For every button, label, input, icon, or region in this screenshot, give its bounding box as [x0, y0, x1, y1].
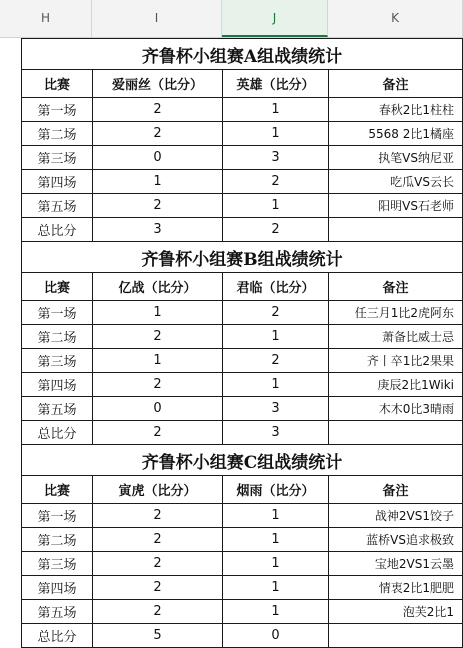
match-cell[interactable]: 总比分 — [22, 624, 93, 648]
score-cell[interactable]: 1 — [223, 552, 329, 576]
group-title-row — [22, 242, 463, 273]
score-cell[interactable]: 2 — [223, 349, 329, 373]
note-cell[interactable] — [329, 218, 463, 242]
note-cell[interactable]: 阳明VS石老师 — [329, 194, 463, 218]
table-row — [22, 528, 463, 552]
table-row — [22, 301, 463, 325]
table-row — [22, 349, 463, 373]
match-cell[interactable]: 第五场 — [22, 194, 93, 218]
score-cell[interactable]: 0 — [223, 624, 329, 648]
note-cell[interactable]: 宝地2VS1云墨 — [329, 552, 463, 576]
score-cell[interactable]: 0 — [93, 146, 223, 170]
match-cell[interactable]: 第四场 — [22, 170, 93, 194]
score-cell[interactable]: 3 — [223, 397, 329, 421]
note-cell[interactable] — [329, 421, 463, 445]
table-row — [22, 146, 463, 170]
results-table — [21, 38, 463, 648]
score-cell[interactable]: 2 — [223, 301, 329, 325]
column-header-h[interactable]: H — [0, 0, 92, 37]
note-cell[interactable]: 吃瓜VS云长 — [329, 170, 463, 194]
note-cell[interactable]: 泡芙2比1 — [329, 600, 463, 624]
column-header-k[interactable]: K — [328, 0, 463, 37]
note-cell[interactable]: 木木0比3晴雨 — [329, 397, 463, 421]
header-cell[interactable]: 烟雨（比分） — [223, 476, 329, 504]
header-cell[interactable]: 比赛 — [22, 476, 93, 504]
match-cell[interactable]: 第三场 — [22, 349, 93, 373]
note-cell[interactable]: 执笔VS纳尼亚 — [329, 146, 463, 170]
match-cell[interactable]: 第四场 — [22, 576, 93, 600]
score-cell[interactable]: 2 — [93, 552, 223, 576]
score-cell[interactable]: 2 — [223, 218, 329, 242]
score-cell[interactable]: 3 — [223, 421, 329, 445]
header-cell[interactable]: 亿战（比分） — [93, 273, 223, 301]
score-cell[interactable]: 1 — [223, 373, 329, 397]
match-cell[interactable]: 第五场 — [22, 600, 93, 624]
table-row — [22, 421, 463, 445]
score-cell[interactable]: 1 — [93, 301, 223, 325]
score-cell[interactable]: 2 — [93, 373, 223, 397]
note-cell[interactable]: 齐丨卒1比2果果 — [329, 349, 463, 373]
score-cell[interactable]: 1 — [223, 528, 329, 552]
header-cell[interactable]: 英雄（比分） — [223, 70, 329, 98]
table-row — [22, 600, 463, 624]
score-cell[interactable]: 1 — [93, 170, 223, 194]
match-cell[interactable]: 第一场 — [22, 504, 93, 528]
note-cell[interactable]: 蓝桥VS追求极致 — [329, 528, 463, 552]
score-cell[interactable]: 2 — [93, 576, 223, 600]
match-cell[interactable]: 第一场 — [22, 98, 93, 122]
header-cell[interactable]: 备注 — [329, 476, 463, 504]
score-cell[interactable]: 1 — [223, 600, 329, 624]
header-cell[interactable]: 比赛 — [22, 273, 93, 301]
header-row — [22, 273, 463, 301]
column-header-i[interactable]: I — [92, 0, 222, 37]
match-cell[interactable]: 第四场 — [22, 373, 93, 397]
match-cell[interactable]: 第二场 — [22, 122, 93, 146]
score-cell[interactable]: 1 — [223, 576, 329, 600]
match-cell[interactable]: 总比分 — [22, 421, 93, 445]
score-cell[interactable]: 3 — [93, 218, 223, 242]
score-cell[interactable]: 2 — [93, 528, 223, 552]
header-row — [22, 70, 463, 98]
table-row — [22, 170, 463, 194]
header-cell[interactable]: 君临（比分） — [223, 273, 329, 301]
match-cell[interactable]: 第二场 — [22, 325, 93, 349]
score-cell[interactable]: 2 — [93, 194, 223, 218]
note-cell[interactable]: 萧备比威士忌 — [329, 325, 463, 349]
match-cell[interactable]: 第一场 — [22, 301, 93, 325]
score-cell[interactable]: 5 — [93, 624, 223, 648]
score-cell[interactable]: 2 — [93, 421, 223, 445]
group-title-row — [22, 445, 463, 476]
score-cell[interactable]: 3 — [223, 146, 329, 170]
match-cell[interactable]: 第三场 — [22, 146, 93, 170]
score-cell[interactable]: 1 — [223, 98, 329, 122]
table-row — [22, 504, 463, 528]
score-cell[interactable]: 2 — [93, 325, 223, 349]
group-title-row — [22, 39, 463, 70]
table-row — [22, 194, 463, 218]
header-row — [22, 476, 463, 504]
table-row — [22, 98, 463, 122]
header-cell[interactable]: 比赛 — [22, 70, 93, 98]
score-cell[interactable]: 1 — [93, 349, 223, 373]
table-row — [22, 373, 463, 397]
header-cell[interactable]: 备注 — [329, 70, 463, 98]
score-cell[interactable]: 2 — [93, 122, 223, 146]
score-cell[interactable]: 2 — [223, 170, 329, 194]
match-cell[interactable]: 第三场 — [22, 552, 93, 576]
table-row — [22, 624, 463, 648]
group-title[interactable]: 齐鲁杯小组赛C组战绩统计 — [22, 445, 463, 476]
score-cell[interactable]: 1 — [223, 504, 329, 528]
table-row — [22, 576, 463, 600]
match-cell[interactable]: 第二场 — [22, 528, 93, 552]
column-header-j[interactable]: J — [222, 0, 328, 37]
table-row — [22, 397, 463, 421]
score-cell[interactable]: 0 — [93, 397, 223, 421]
score-cell[interactable]: 2 — [93, 98, 223, 122]
score-cell[interactable]: 2 — [93, 504, 223, 528]
group-title[interactable]: 齐鲁杯小组赛A组战绩统计 — [22, 39, 463, 70]
note-cell[interactable]: 情衷2比1肥肥 — [329, 576, 463, 600]
table-row — [22, 325, 463, 349]
score-cell[interactable]: 1 — [223, 122, 329, 146]
table-row — [22, 552, 463, 576]
score-cell[interactable]: 1 — [223, 194, 329, 218]
table-row — [22, 122, 463, 146]
header-cell[interactable]: 寅虎（比分） — [93, 476, 223, 504]
column-header-bar — [0, 0, 463, 38]
header-cell[interactable]: 备注 — [329, 273, 463, 301]
note-cell[interactable] — [329, 624, 463, 648]
score-cell[interactable]: 2 — [93, 600, 223, 624]
match-cell[interactable]: 第五场 — [22, 397, 93, 421]
note-cell[interactable]: 庚辰2比1Wiki — [329, 373, 463, 397]
note-cell[interactable]: 任三月1比2虎阿东 — [329, 301, 463, 325]
match-cell[interactable]: 总比分 — [22, 218, 93, 242]
group-title[interactable]: 齐鲁杯小组赛B组战绩统计 — [22, 242, 463, 273]
score-cell[interactable]: 1 — [223, 325, 329, 349]
note-cell[interactable]: 5568 2比1橘座 — [329, 122, 463, 146]
note-cell[interactable]: 春秋2比1柱柱 — [329, 98, 463, 122]
note-cell[interactable]: 战神2VS1饺子 — [329, 504, 463, 528]
header-cell[interactable]: 爱丽丝（比分） — [93, 70, 223, 98]
table-row — [22, 218, 463, 242]
